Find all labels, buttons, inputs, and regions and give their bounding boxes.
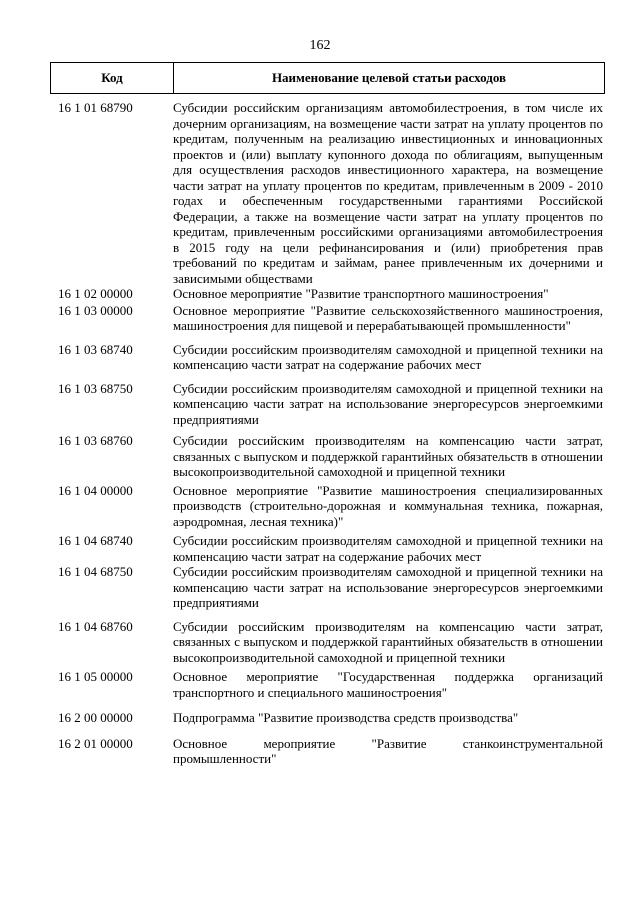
row-text: Субсидии российским организациям автомобилестроения, в том числе их дочерним организациям, на возмещение части затрат на уплату процентов по кредитам, полученным на реализацию инвестиционных и инновационных проектов и (или) выплату купонного дохода по облигациям, выпущенным для осуществления расходов инвестиционного характера, на возмещение части затрат на уплату процентов по кредитам, привлеченным в 2009 - 2010 годах и обеспеченным государственными гарантиями Российской Федерации, а также на возмещение части затрат на уплату процентов по кредитам, привлеченным российскими организациями автомобилестроения в 2015 году на цели рефинансирования и (или) приобретения прав требований по кредитам и займам, ранее привлеченным их дочерними и зависимыми обществами: [173, 100, 603, 286]
row-text: Субсидии российским производителям самоходной и прицепной техники на компенсацию части затрат на содержание рабочих мест: [173, 533, 603, 564]
table-row: [58, 303, 603, 334]
table-row: [58, 619, 603, 666]
table-row: [58, 533, 603, 564]
table-row: [58, 100, 603, 286]
table-row: [58, 286, 603, 302]
page-number: 162: [309, 38, 331, 53]
row-code: 16 2 01 00000: [58, 735, 133, 751]
row-text: Субсидии российским производителям самоходной и прицепной техники на компенсацию части затрат на содержание рабочих мест: [173, 341, 603, 372]
row-code: 16 1 04 68750: [58, 564, 133, 579]
row-text: Подпрограмма "Развитие производства средств производства": [173, 710, 519, 725]
header-code: Код: [51, 63, 174, 93]
table-row: [58, 433, 603, 480]
table-row: [58, 736, 603, 767]
row-code: 16 2 00 00000: [58, 710, 133, 725]
row-text: Субсидии российским производителям самоходной и прицепной техники на компенсацию части затрат на использование энергоресурсов энергоемкими предприятиями: [173, 380, 603, 427]
row-code: 16 1 04 68740: [58, 533, 133, 548]
table-row: [58, 483, 603, 530]
row-code: 16 1 04 00000: [58, 482, 133, 498]
row-text: Субсидии российским производителям на компенсацию части затрат, связанных с выпуском и поддержкой гарантийных обязательств в отношении высокопроизводительной самоходной и прицепной техники: [173, 433, 603, 479]
row-text: Основное мероприятие "Развитие транспортного машиностроения": [173, 286, 549, 301]
header-name: Наименование целевой статьи расходов: [271, 70, 507, 85]
row-code: 16 1 01 68790: [58, 100, 133, 115]
row-code: 16 1 05 00000: [58, 669, 133, 684]
row-code: 16 1 03 68760: [58, 433, 133, 448]
table-header: [50, 62, 605, 94]
row-text: Основное мероприятие "Развитие машиностроения специализированных производств (строительно-дорожная и коммунальная техника, пожарная, аэродромная, лесная техника)": [173, 482, 603, 529]
table-row: [58, 381, 603, 428]
table-row: [58, 342, 603, 373]
row-code: 16 1 03 00000: [58, 302, 133, 318]
table-body: [58, 100, 603, 767]
row-text: Основное мероприятие "Развитие сельскохозяйственного машиностроения, машиностроения для пищевой и перерабатывающей промышленности": [173, 302, 603, 333]
table-row: [58, 564, 603, 611]
table-row: [58, 669, 603, 700]
row-text: Субсидии российским производителям самоходной и прицепной техники на компенсацию части затрат на использование энергоресурсов энергоемкими предприятиями: [173, 564, 603, 610]
row-text: Основное мероприятие "Государственная поддержка организаций транспортного и специального машиностроения": [173, 669, 603, 700]
row-code: 16 1 03 68750: [58, 380, 133, 396]
row-code: 16 1 03 68740: [58, 341, 133, 357]
row-code: 16 1 02 00000: [58, 286, 133, 301]
row-text: Субсидии российским производителям на компенсацию части затрат, связанных с выпуском и поддержкой гарантийных обязательств в отношении высокопроизводительной самоходной и прицепной техники: [173, 618, 603, 665]
row-code: 16 1 04 68760: [58, 618, 133, 634]
row-text: Основное мероприятие "Развитие станкоинструментальной промышленности": [173, 735, 603, 766]
table-row: [58, 710, 603, 726]
